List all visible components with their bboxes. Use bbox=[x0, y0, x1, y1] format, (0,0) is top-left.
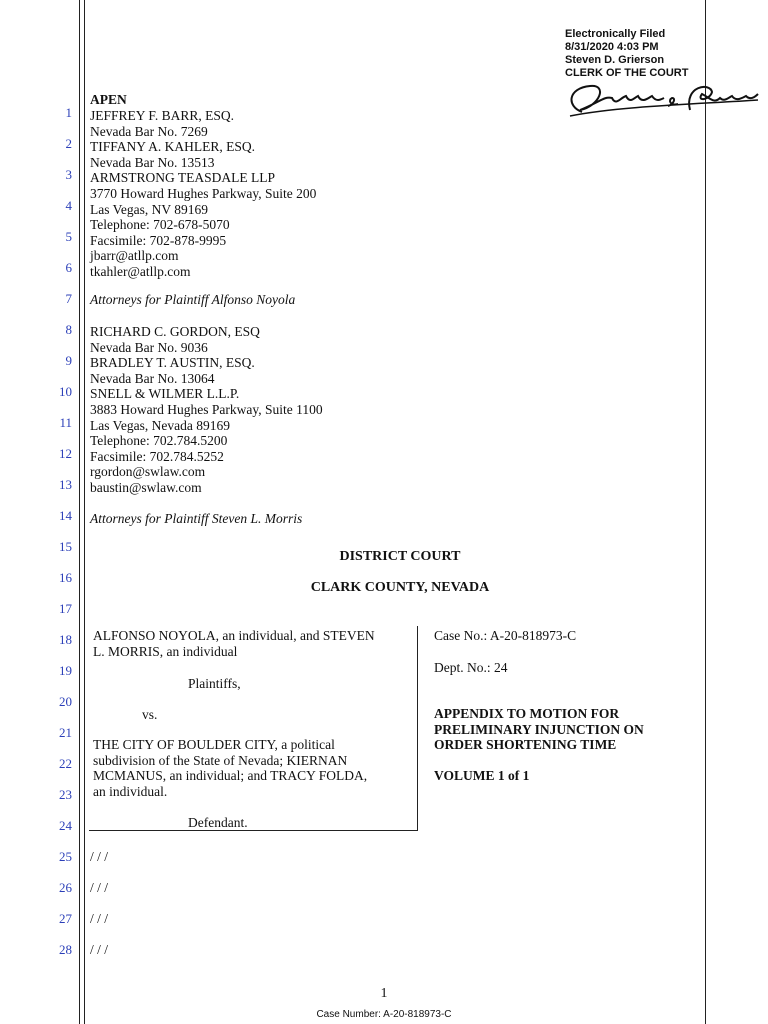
clerk-signature-icon bbox=[560, 76, 760, 120]
counsel-line: Las Vegas, NV 89169 bbox=[90, 201, 208, 217]
counsel-email-link[interactable]: rgordon@swlaw.com bbox=[90, 464, 206, 480]
counsel-line: Nevada Bar No. 13513 bbox=[90, 154, 215, 170]
line-number: 21 bbox=[59, 725, 72, 740]
counsel-line: BRADLEY T. AUSTIN, ESQ. bbox=[90, 355, 255, 371]
counsel-email-link[interactable]: jbarr@atllp.com bbox=[90, 248, 179, 264]
document-title: APPENDIX TO MOTION FOR bbox=[434, 706, 620, 721]
line-number: 19 bbox=[59, 663, 72, 678]
line-number: 15 bbox=[59, 539, 72, 554]
line-number: 2 bbox=[65, 136, 72, 151]
line-number: 8 bbox=[65, 322, 72, 337]
versus-label: vs. bbox=[142, 707, 158, 722]
counsel-email-link[interactable]: tkahler@atllp.com bbox=[90, 264, 191, 279]
counsel-line: Las Vegas, Nevada 89169 bbox=[90, 417, 230, 433]
line-number: 27 bbox=[59, 911, 72, 926]
plaintiffs-label: Plaintiffs, bbox=[188, 676, 241, 691]
line-number: 28 bbox=[59, 942, 72, 957]
defendants-names: MCMANUS, an individual; and TRACY FOLDA, bbox=[93, 768, 368, 784]
counsel-line: 3770 Howard Hughes Parkway, Suite 200 bbox=[90, 186, 317, 201]
document-title: ORDER SHORTENING TIME bbox=[434, 737, 617, 753]
line-number: 23 bbox=[59, 787, 72, 802]
line-number: 18 bbox=[59, 632, 72, 647]
document-title: PRELIMINARY INJUNCTION ON bbox=[434, 721, 644, 737]
counsel-line: TIFFANY A. KAHLER, ESQ. bbox=[90, 139, 256, 155]
court-name: DISTRICT COURT bbox=[339, 549, 461, 564]
line-number: 6 bbox=[65, 260, 72, 275]
counsel-line: SNELL & WILMER L.L.P. bbox=[90, 386, 240, 402]
line-number: 1 bbox=[65, 105, 72, 120]
page-number: 1 bbox=[380, 986, 388, 1001]
line-number: 7 bbox=[65, 291, 72, 306]
defendants-names: THE CITY OF BOULDER CITY, a political bbox=[93, 737, 335, 752]
line-number: 5 bbox=[65, 229, 72, 244]
plaintiffs-names: L. MORRIS, an individual bbox=[93, 643, 238, 659]
footer-case-number: Case Number: A-20-818973-C bbox=[316, 1009, 452, 1020]
counsel-line: Nevada Bar No. 9036 bbox=[90, 339, 208, 355]
counsel-line: ARMSTRONG TEASDALE LLP bbox=[90, 170, 276, 186]
defendants-names: an individual. bbox=[93, 783, 168, 799]
counsel-line: 3883 Howard Hughes Parkway, Suite 1100 bbox=[90, 402, 323, 417]
line-number: 11 bbox=[59, 415, 72, 430]
stamp-line: 8/31/2020 4:03 PM bbox=[565, 41, 659, 53]
counsel-line: Nevada Bar No. 13064 bbox=[90, 370, 215, 386]
attorneys-for-line: Attorneys for Plaintiff Alfonso Noyola bbox=[90, 292, 296, 307]
line-number: 25 bbox=[59, 849, 72, 864]
continuation-slashes: / / / bbox=[90, 849, 109, 864]
line-number: 3 bbox=[65, 167, 72, 182]
line-number: 26 bbox=[59, 880, 72, 895]
line-number: 17 bbox=[59, 601, 72, 616]
counsel-email-link[interactable]: baustin@swlaw.com bbox=[90, 480, 202, 495]
stamp-line: Steven D. Grierson bbox=[565, 54, 665, 66]
continuation-slashes: / / / bbox=[90, 942, 109, 957]
continuation-slashes: / / / bbox=[90, 911, 109, 926]
counsel-line: Telephone: 702.784.5200 bbox=[90, 433, 228, 449]
line-number: 4 bbox=[65, 198, 72, 213]
line-number: 22 bbox=[59, 756, 72, 771]
margin-rule-right bbox=[705, 0, 706, 1024]
counsel-line: Facsimile: 702.784.5252 bbox=[90, 448, 224, 464]
margin-rule-left-outer bbox=[79, 0, 80, 1024]
case-number: Case No.: A-20-818973-C bbox=[434, 628, 577, 643]
counsel-line: Nevada Bar No. 7269 bbox=[90, 123, 208, 139]
department-number: Dept. No.: 24 bbox=[434, 660, 508, 675]
continuation-slashes: / / / bbox=[90, 880, 109, 895]
line-number: 14 bbox=[59, 508, 72, 523]
court-county: CLARK COUNTY, NEVADA bbox=[310, 580, 490, 595]
line-number: 13 bbox=[59, 477, 72, 492]
defendants-names: subdivision of the State of Nevada; KIERNAN bbox=[93, 752, 348, 768]
counsel-line: JEFFREY F. BARR, ESQ. bbox=[90, 108, 234, 123]
plaintiffs-names: ALFONSO NOYOLA, an individual, and STEVEN bbox=[93, 628, 375, 643]
volume-label: VOLUME 1 of 1 bbox=[434, 768, 530, 783]
attorneys-for-line: Attorneys for Plaintiff Steven L. Morris bbox=[90, 511, 303, 526]
counsel-line: Facsimile: 702-878-9995 bbox=[90, 232, 227, 248]
counsel-line: Telephone: 702-678-5070 bbox=[90, 217, 230, 233]
counsel-line: RICHARD C. GORDON, ESQ bbox=[90, 324, 260, 339]
margin-rule-left-inner bbox=[84, 0, 85, 1024]
line-number: 16 bbox=[59, 570, 72, 585]
defendant-label: Defendant. bbox=[188, 815, 248, 830]
line-number: 10 bbox=[59, 384, 72, 399]
line-number: 20 bbox=[59, 694, 72, 709]
document-code: APEN bbox=[90, 92, 127, 107]
stamp-line: CLERK OF THE COURT bbox=[565, 67, 689, 79]
stamp-line: Electronically Filed bbox=[565, 28, 666, 40]
line-number: 9 bbox=[65, 353, 72, 368]
electronic-filing-stamp bbox=[565, 28, 688, 80]
line-number: 12 bbox=[59, 446, 72, 461]
line-number: 24 bbox=[59, 818, 72, 833]
